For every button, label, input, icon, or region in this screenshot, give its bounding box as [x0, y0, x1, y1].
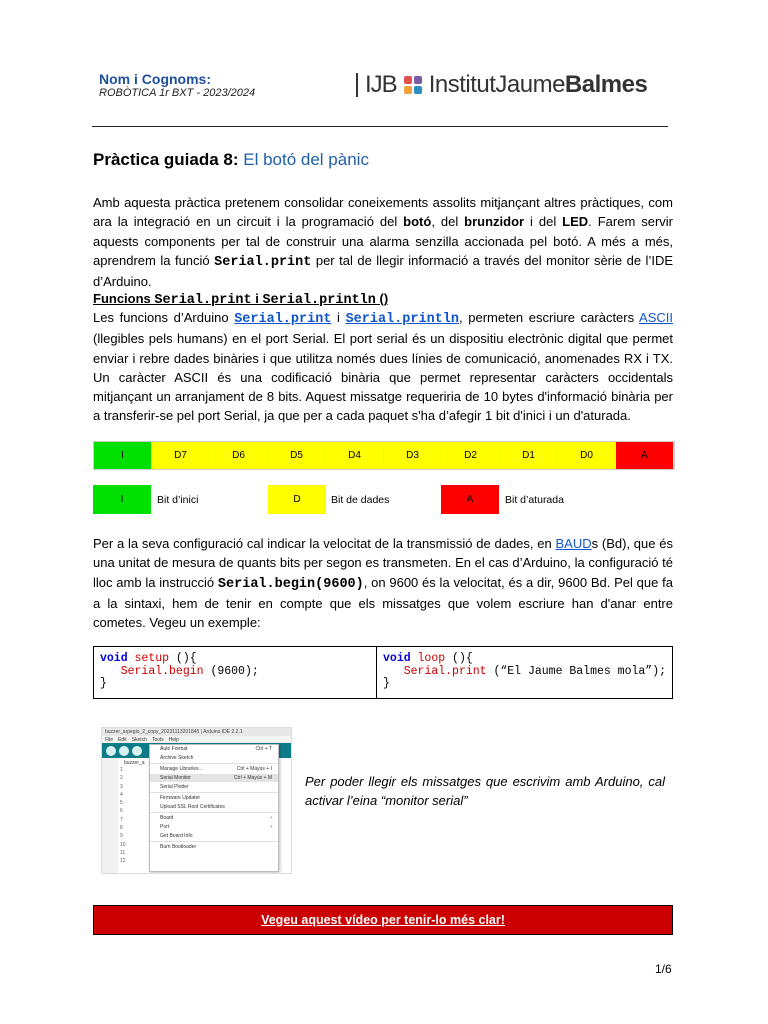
page-number: 1/6: [655, 962, 672, 976]
logo-squares-icon: [404, 76, 422, 94]
student-name-label: Nom i Cognoms:: [99, 71, 211, 87]
code-text: }: [100, 677, 107, 690]
logo-square: [404, 76, 412, 84]
functions-text: (llegibles pels humans) en el port Serial. El port serial és un dispositiu electrònic digital que permet enviar i rebre dades binàries i que utilitza només dues línies de comunicació, anomenades RX i TX. Un caràcter ASCII és una codificació binària que permet representar caràcters occidentals mitjançant un arranjament de 8 bits. Aquest missatge requeriria de 10 bytes d'informació binària per a transferir-se pel port Serial, ja que per a cada paquet s'ha d’afegir 1 bit d'inici i un d'aturada.: [93, 331, 673, 424]
bit-cell: I: [94, 442, 152, 469]
baud-text: s (Bd), que és una unitat de mesura de quants bits per segon es transmeten. En el cas d’Arduino, la configuració té lloc amb la instrucció: [93, 536, 673, 590]
functions-text: Les funcions d’Arduino: [93, 310, 235, 325]
intro-text: , del: [431, 214, 465, 230]
ide-note: Per poder llegir els missatges que escrivim amb Arduino, cal activar l’eina “monitor serial”: [305, 774, 665, 808]
ide-line-number: 5: [120, 800, 123, 807]
ide-menu-item-shortcut: Ctrl + Mayús + I: [236, 766, 272, 773]
arduino-ide-screenshot: [101, 727, 292, 874]
ide-line-number: 6: [120, 808, 123, 815]
ide-menu-item: [150, 774, 278, 783]
ide-menu-separator: [150, 841, 278, 842]
ide-menu-item: [150, 794, 278, 803]
logo-text: [429, 71, 648, 99]
intro-bold: botó: [403, 214, 432, 230]
bit-cell: D0: [558, 442, 616, 469]
title-prefix: Pràctica guiada 8:: [93, 150, 239, 169]
ide-sketch-tab: buzzer_a: [124, 760, 145, 766]
ide-title-bar: buzzer_arpegio_2_copy_20231113201845 | Arduino IDE 2.2.1: [102, 728, 291, 736]
title-highlight: El botó del pànic: [243, 150, 369, 169]
ide-menu-item-label: Serial Plotter: [160, 783, 189, 790]
serial-print-link[interactable]: Serial.print: [234, 312, 332, 327]
code-keyword: void: [383, 652, 411, 665]
intro-bold: LED: [562, 214, 589, 230]
bit-cell: D3: [384, 442, 442, 469]
baud-text: Per a la seva configuració cal indicar la velocitat de la transmissió de dades, en: [93, 536, 556, 551]
header-divider: [92, 126, 668, 127]
ide-menubar-item: Help: [168, 736, 179, 743]
ide-menu-item: [150, 754, 278, 763]
ide-line-number: 8: [120, 825, 123, 832]
code-call: Serial.print: [403, 664, 487, 678]
ide-line-number: 1: [120, 767, 123, 773]
bit-cell: D6: [210, 442, 268, 469]
ide-line-number: 10: [120, 841, 126, 848]
heading-code: Serial.print: [154, 293, 252, 308]
ide-menu-item: [150, 765, 278, 774]
bit-cell: D2: [442, 442, 500, 469]
ide-menu-item-label: Firmware Updater: [160, 795, 201, 802]
ide-line-number: 11: [120, 849, 126, 856]
ide-menu-item-label: Port: [160, 824, 170, 831]
bit-cell: D7: [152, 442, 210, 469]
video-link-button[interactable]: Vegeu aquest vídeo per tenir-lo més clar!: [93, 905, 673, 935]
ide-menu-item-label: Serial Monitor: [160, 775, 191, 782]
ide-menu-item: [150, 745, 278, 754]
logo-initials: IJB: [365, 71, 397, 98]
ide-menubar: [102, 736, 291, 743]
intro-bold: brunzidor: [464, 214, 525, 230]
logo-text-bold: Balmes: [564, 71, 648, 98]
ide-menu-item: [150, 831, 278, 840]
ide-menu-item-shortcut: ›: [270, 824, 272, 831]
ascii-link[interactable]: ASCII: [639, 310, 673, 325]
debug-icon: [132, 746, 142, 756]
inline-code: Serial.print: [214, 254, 312, 270]
code-function: loop: [417, 652, 446, 665]
ide-menu-item-shortcut: Ctrl + Mayús + M: [233, 775, 272, 782]
school-logo: [356, 70, 647, 100]
legend-key-stop: A: [441, 485, 499, 514]
intro-text: Amb aquesta pràctica pretenem consolidar coneixements assolits mitjançant altres pràctiques, com ara la integració en un circuit i la programació del: [93, 195, 673, 230]
ide-menu-item-label: Auto Format: [160, 746, 188, 753]
legend-label-start: Bit d’inici: [157, 493, 199, 506]
baud-paragraph: [93, 534, 673, 632]
ide-menu-item: [150, 823, 278, 832]
ide-line-number: 2: [120, 775, 123, 782]
setup-code-cell: [94, 647, 376, 698]
ide-line-number: 7: [120, 816, 123, 823]
verify-icon: [106, 746, 116, 756]
ide-menu-separator: [150, 763, 278, 764]
ide-menu-item-shortcut: ›: [270, 815, 272, 822]
heading-code: Serial.println: [262, 293, 376, 308]
functions-text: , permeten escriure caràcters: [459, 310, 640, 325]
code-args: (“El Jaume Balmes mola”);: [486, 664, 666, 678]
ide-line-number: 12: [120, 858, 126, 865]
ide-line-numbers: [120, 766, 126, 866]
code-args: (9600);: [203, 664, 259, 678]
intro-text: . Farem servir aquests components per tal de construir una alarma senzilla accionada pel botó. A més a més, aprendrem la funció: [93, 214, 674, 268]
ide-menu-item: [150, 782, 278, 791]
ide-menu-separator: [150, 792, 278, 793]
ide-menu-item: [150, 843, 278, 852]
functions-text: i: [331, 310, 346, 325]
heading-text: i: [251, 291, 263, 306]
bit-frame-table: [93, 441, 675, 470]
ide-sidebar: [102, 758, 118, 873]
ide-menu-separator: [150, 812, 278, 813]
bit-cell: D1: [500, 442, 558, 469]
ide-menubar-item: Tools: [151, 736, 164, 743]
code-text: (){: [169, 652, 197, 665]
logo-text-regular: InstitutJaume: [428, 71, 565, 98]
baud-text: , on 9600 és la velocitat, és a dir, 9600 Bd. Pel que fa a la sintaxi, hem de tenir en compte que els missatges que volem escriure han d'anar entre cometes. Vegeu un exemple:: [93, 574, 673, 631]
code-text: (){: [445, 652, 473, 665]
ide-menu-item-label: Burn Bootloader: [160, 844, 197, 851]
heading-text: Funcions: [93, 291, 155, 306]
legend-key-data: D: [268, 485, 326, 514]
bit-cell: A: [616, 442, 674, 469]
ide-menu-item-label: Manage Libraries...: [160, 766, 203, 773]
code-text: }: [383, 677, 390, 690]
ide-menubar-item: File: [105, 736, 114, 743]
code-call: Serial.begin: [120, 664, 204, 678]
ide-menu-item-label: Get Board Info: [160, 832, 193, 839]
ide-menu-item-label: Upload SSL Root Certificates: [160, 803, 225, 810]
baud-link[interactable]: BAUD: [555, 536, 592, 551]
logo-square: [414, 86, 422, 94]
ide-menubar-item: Edit: [118, 736, 127, 743]
heading-text: (): [375, 291, 389, 306]
code-example-table: [93, 646, 673, 699]
intro-paragraph: [93, 193, 673, 291]
code-function: setup: [134, 652, 170, 665]
ide-line-number: 3: [120, 783, 123, 790]
logo-square: [414, 76, 422, 84]
legend-key-start: I: [93, 485, 151, 514]
logo-bar: [356, 73, 358, 97]
functions-paragraph: [93, 308, 673, 426]
page-title: [93, 150, 369, 170]
intro-text: per tal de llegir informació a través del monitor sèrie de l’IDE d’Arduino.: [93, 252, 673, 290]
ide-menu-item: [150, 803, 278, 812]
course-label: ROBÒTICA 1r BXT - 2023/2024: [99, 87, 256, 99]
intro-text: i del: [524, 214, 563, 230]
ide-menubar-item: Sketch: [131, 736, 147, 743]
ide-menu-item-label: Board: [160, 815, 174, 822]
ide-menu-item-shortcut: Ctrl + T: [255, 746, 272, 753]
upload-icon: [119, 746, 129, 756]
ide-tools-menu: [149, 744, 279, 872]
bit-cell: D5: [268, 442, 326, 469]
bit-legend: [93, 485, 673, 514]
loop-code-cell: [376, 647, 672, 698]
bit-cell: D4: [326, 442, 384, 469]
ide-menu-item: [150, 814, 278, 823]
ide-line-number: 4: [120, 791, 123, 798]
legend-label-stop: Bit d’aturada: [505, 493, 564, 506]
ide-line-number: 9: [120, 833, 123, 840]
logo-square: [404, 86, 412, 94]
legend-label-data: Bit de dades: [331, 493, 390, 506]
code-keyword: void: [100, 652, 128, 665]
ide-menu-item-label: Archive Sketch: [160, 754, 194, 761]
inline-code: Serial.begin(9600): [217, 576, 364, 592]
serial-println-link[interactable]: Serial.println: [345, 312, 459, 327]
